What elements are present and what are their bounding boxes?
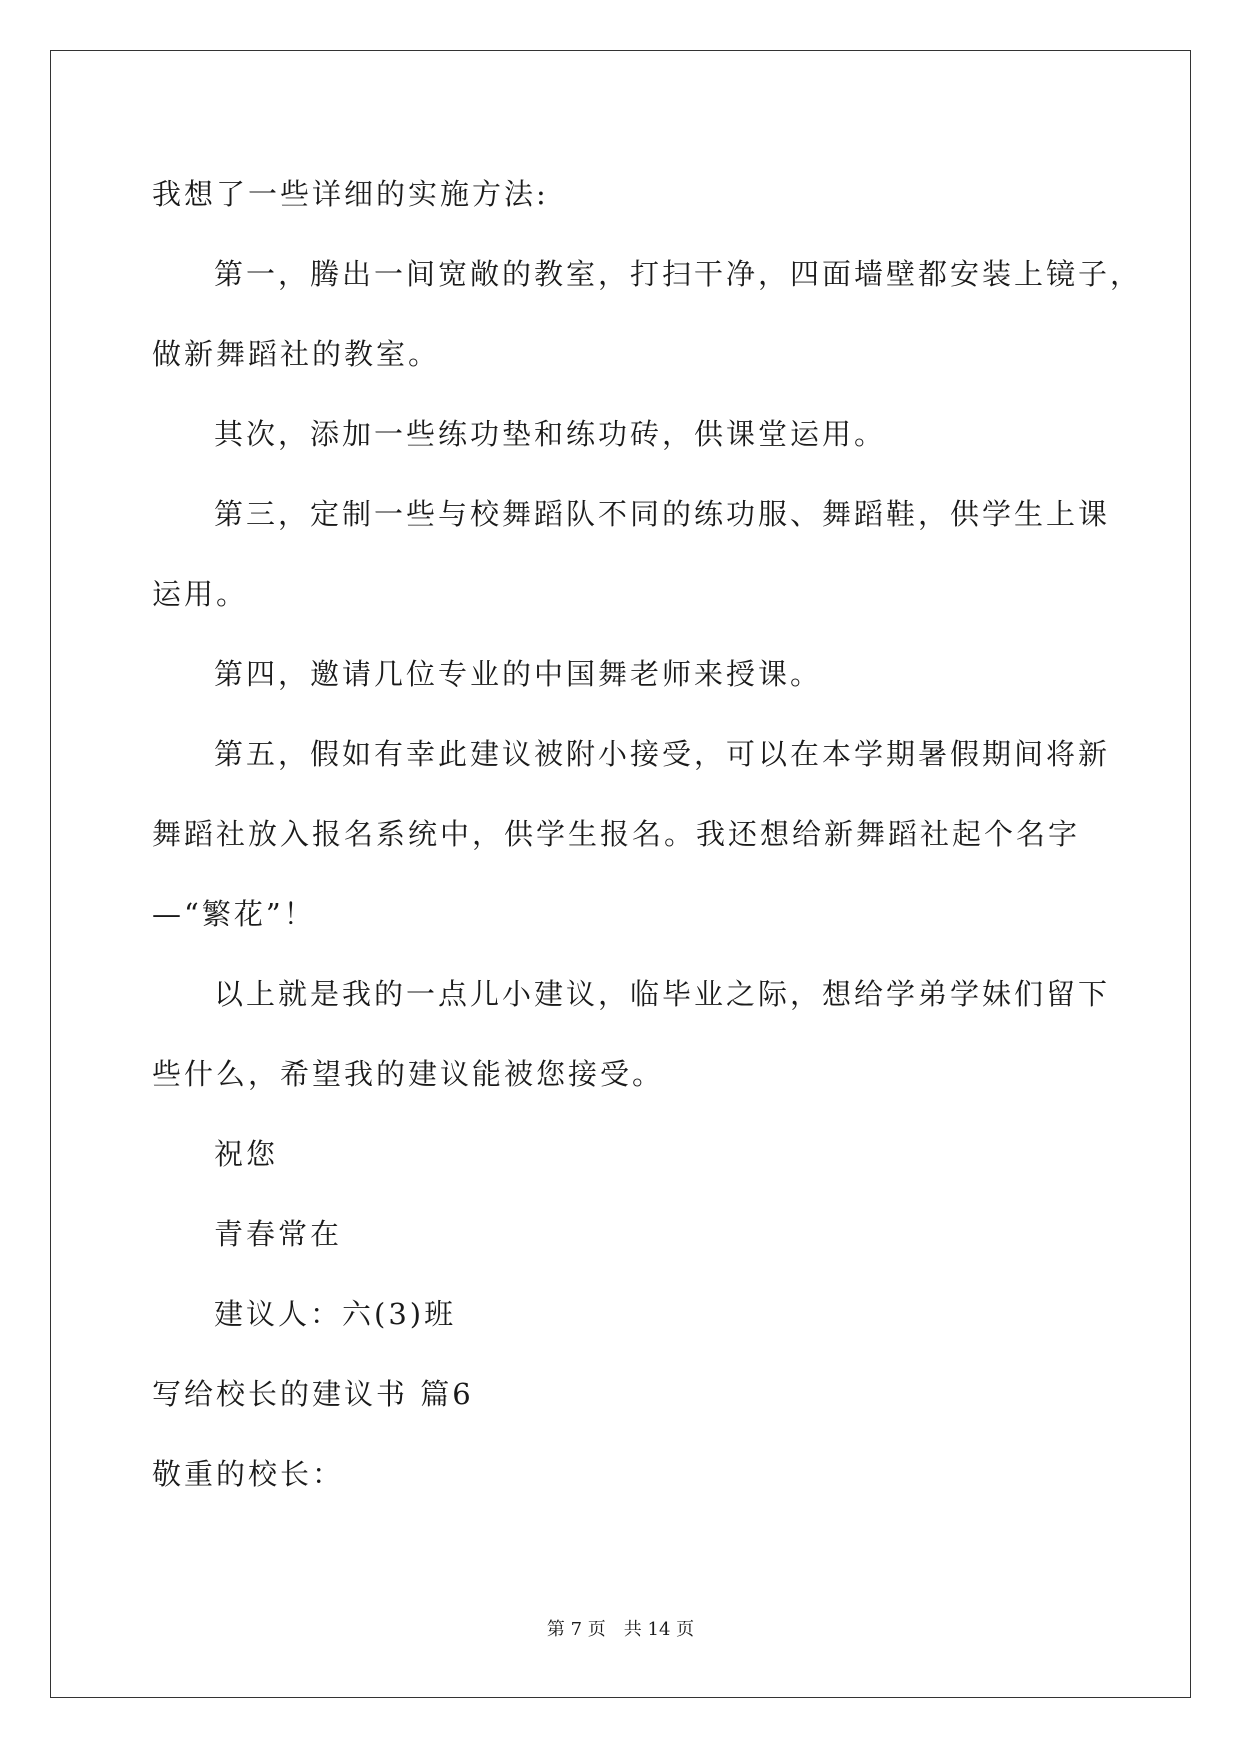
- text-line: 祝您: [214, 1137, 279, 1171]
- text-line: 运用。: [152, 577, 249, 611]
- text-line: 第五，假如有幸此建议被附小接受，可以在本学期暑假期间将新: [214, 737, 1111, 771]
- text-line: 些什么，希望我的建议能被您接受。: [152, 1057, 665, 1091]
- text-line: 青春常在: [214, 1217, 343, 1251]
- text-line: 第一，腾出一间宽敞的教室，打扫干净，四面墙壁都安装上镜子，: [214, 257, 1143, 291]
- text-line: —“繁花”！: [152, 897, 316, 931]
- salutation: 敬重的校长：: [152, 1457, 345, 1491]
- text-line: 舞蹈社放入报名系统中，供学生报名。我还想给新舞蹈社起个名字: [152, 817, 1081, 851]
- page-number-footer: 第 7 页 共 14 页: [546, 1619, 695, 1640]
- signature-line: 建议人：六(3)班: [214, 1297, 457, 1331]
- text-line: 其次，添加一些练功垫和练功砖，供课堂运用。: [214, 417, 887, 451]
- page-frame: [50, 50, 1191, 1698]
- text-line: 以上就是我的一点儿小建议，临毕业之际，想给学弟学妹们留下: [214, 977, 1111, 1011]
- text-line: 第三，定制一些与校舞蹈队不同的练功服、舞蹈鞋，供学生上课: [214, 497, 1111, 531]
- text-line: 第四，邀请几位专业的中国舞老师来授课。: [214, 657, 823, 691]
- section-heading: 写给校长的建议书 篇6: [152, 1377, 474, 1411]
- text-line: 我想了一些详细的实施方法:: [152, 177, 549, 211]
- text-line: 做新舞蹈社的教室。: [152, 337, 441, 371]
